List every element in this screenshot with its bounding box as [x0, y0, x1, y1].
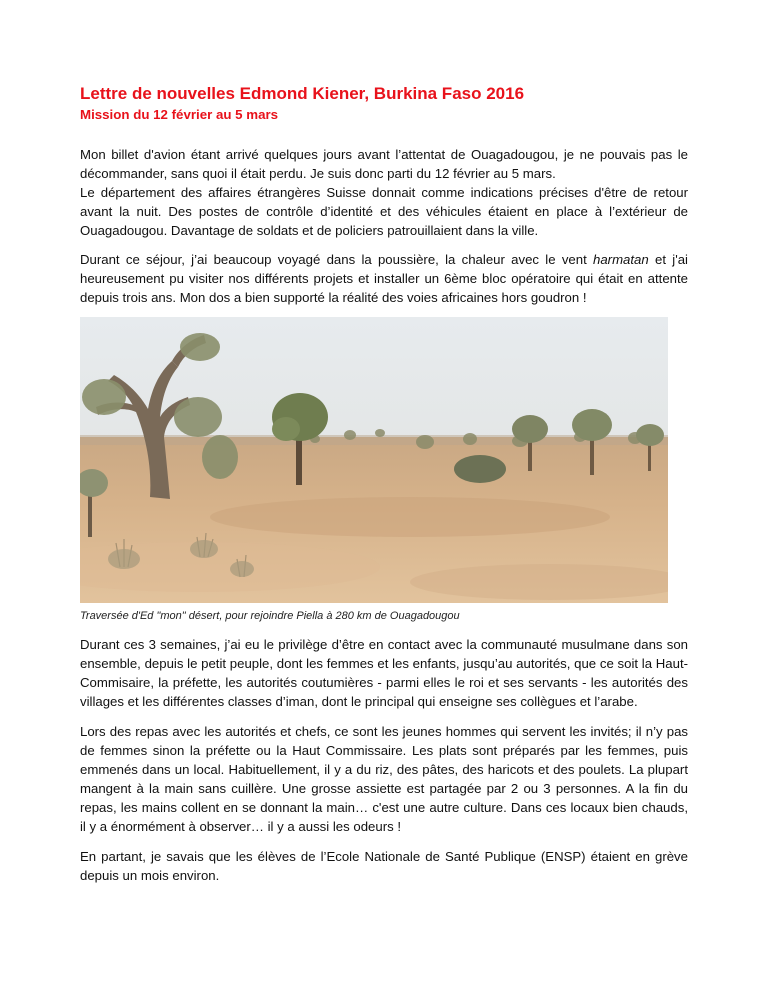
photo-caption: Traversée d'Ed "mon" désert, pour rejoindre Piella à 280 km de Ouagadougou	[80, 610, 460, 622]
document-subtitle: Mission du 12 février au 5 mars	[80, 107, 279, 122]
paragraph-travel-part2: et j'ai heureusement pu visiter nos différents projets et installer un 6ème bloc opératoire qui était en attente depuis trois ans. Mon dos a bien supporté la réalité des voies africaines hors goudron !	[80, 252, 688, 305]
desert-landscape-photo	[80, 317, 668, 603]
paragraph-travel	[80, 250, 688, 307]
paragraph-meals: Lors des repas avec les autorités et chefs, ce sont les jeunes hommes qui servent les invités; il n’y pas de femmes sinon la préfette ou la Haut Commissaire. Les plats sont préparés par les femmes, puis emmenés dans un local. Habituellement, il y a du riz, des pâtes, des haricots et des poulets. La plupart mangent à la main sans cuillère. Une grosse assiette est partagée par 2 ou 3 personnes. A la fin du repas, les mains collent en se donnant la main… c'est une autre culture. Dans ces locaux bien chauds, il y a énormément à observer… il y a aussi les odeurs !	[80, 724, 688, 834]
paragraph-community: Durant ces 3 semaines, j’ai eu le privilège d’être en contact avec la communauté musulmane dans son ensemble, depuis le petit peuple, dont les femmes et les enfants, jusqu’au autorités, que ce soit la Haut-Commisaire, la préfette, les autorités coutumières - parmi elles le roi et ses servants - les autorités des villages et les différentes classes d’iman, dont le principal qui enseigne ses collègues et l’arabe.	[80, 637, 688, 709]
paragraph-travel-part1: Durant ce séjour, j’ai beaucoup voyagé dans la poussière, la chaleur avec le vent	[80, 252, 594, 267]
document-content	[80, 84, 688, 885]
paragraph-security: Le département des affaires étrangères Suisse donnait comme indications précises d'être de retour avant la nuit. Des postes de contrôle d’identité et des véhicules étaient en place à l’extérieur de Ouagadougou. Davantage de soldats et de policiers patrouillaient dans la ville.	[80, 185, 688, 238]
document-title: Lettre de nouvelles Edmond Kiener, Burkina Faso 2016	[80, 84, 525, 103]
paragraph-ensp: En partant, je savais que les élèves de l’Ecole Nationale de Santé Publique (ENSP) étaient en grève depuis un mois environ.	[80, 849, 688, 883]
harmatan-word: harmatan	[593, 252, 649, 267]
paragraph-ticket: Mon billet d'avion étant arrivé quelques jours avant l’attentat de Ouagadougou, je ne pouvais pas le décommander, sans quoi il était perdu. Je suis donc parti du 12 février au 5 mars.	[80, 147, 688, 181]
